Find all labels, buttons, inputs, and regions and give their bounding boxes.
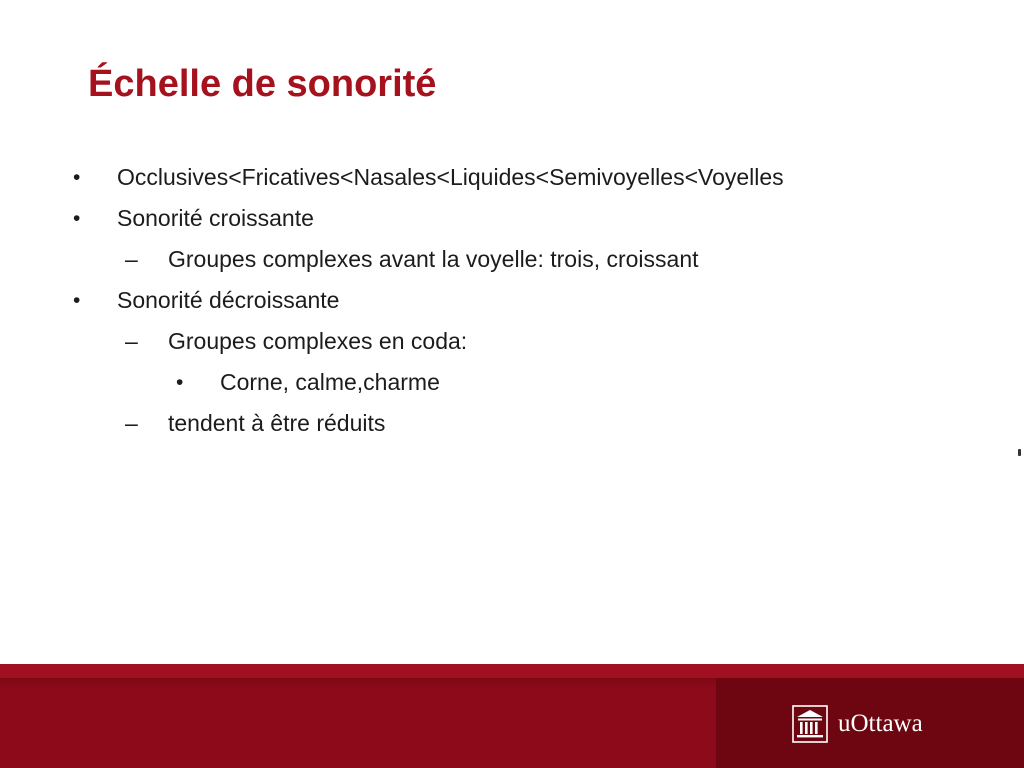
dash-marker: – — [125, 410, 138, 436]
list-item — [0, 198, 1024, 239]
list-item-text: tendent à être réduits — [168, 410, 386, 436]
list-item-text: Groupes complexes avant la voyelle: trois, croissant — [168, 246, 699, 272]
list-item — [0, 280, 1024, 321]
logo-wordmark: uOttawa — [838, 710, 923, 737]
bullet-marker: • — [73, 289, 81, 312]
bullet-list — [0, 157, 1024, 444]
building-columns-icon — [792, 705, 828, 743]
list-item-text: Corne, calme,charme — [220, 369, 440, 395]
list-item — [0, 157, 1024, 198]
list-item-text: Occlusives<Fricatives<Nasales<Liquides<Semivoyelles<Voyelles — [117, 164, 784, 190]
uottawa-logo — [792, 705, 923, 743]
list-item — [0, 321, 1024, 362]
list-item-text: Sonorité croissante — [117, 205, 314, 231]
bullet-marker: • — [73, 207, 81, 230]
footer-top-stripe — [0, 664, 1024, 678]
list-item-text: Groupes complexes en coda: — [168, 328, 468, 354]
list-item — [0, 403, 1024, 444]
bullet-marker: • — [176, 371, 184, 394]
edge-mark — [1018, 449, 1021, 456]
bullet-marker: • — [73, 166, 81, 189]
list-item — [0, 362, 1024, 403]
dash-marker: – — [125, 246, 138, 272]
slide-title: Échelle de sonorité — [88, 63, 437, 105]
list-item-text: Sonorité décroissante — [117, 287, 340, 313]
list-item — [0, 239, 1024, 280]
dash-marker: – — [125, 328, 138, 354]
